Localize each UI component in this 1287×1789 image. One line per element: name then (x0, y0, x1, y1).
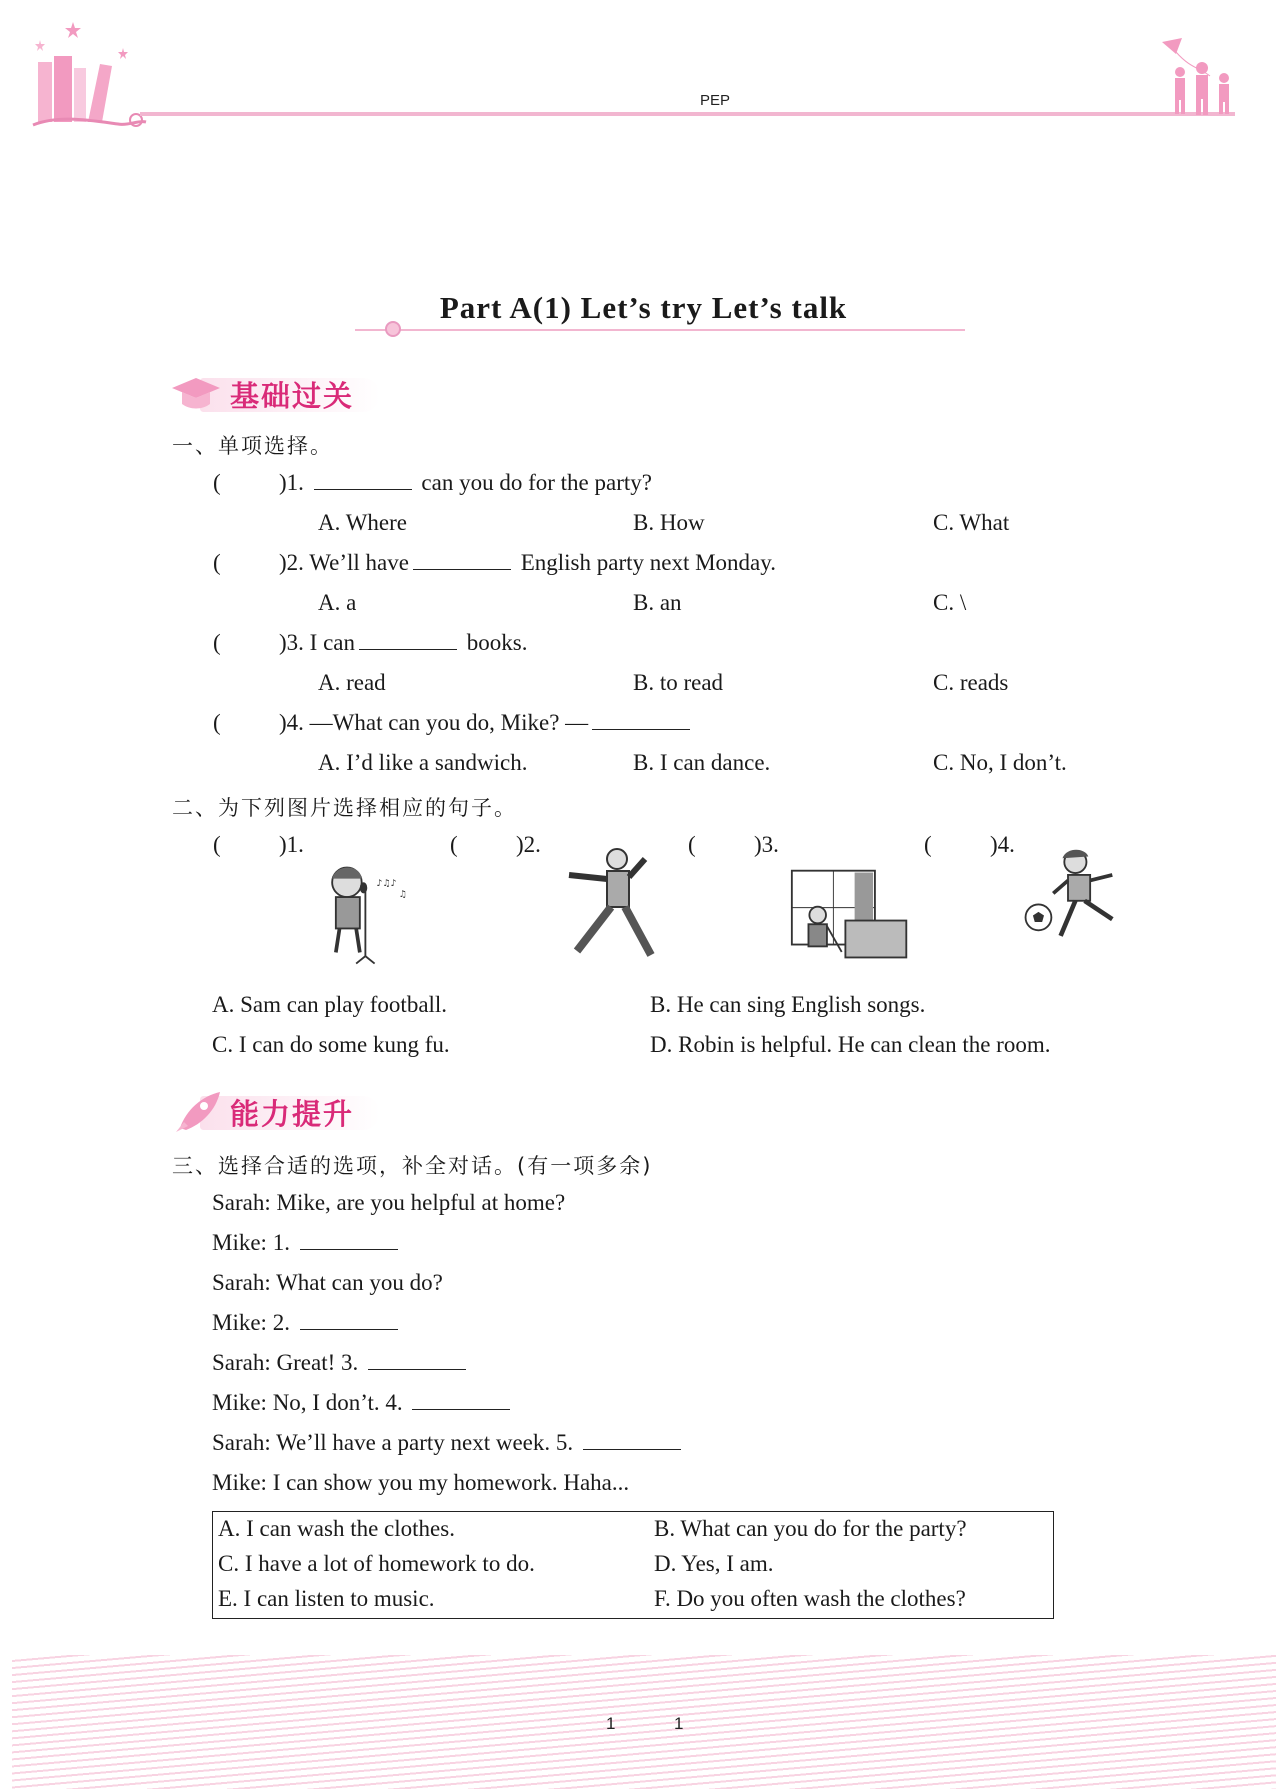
option: C. What (933, 510, 1010, 535)
option: A. a (318, 590, 357, 615)
kung-fu-boy-picture (555, 845, 675, 965)
option: C. \ (933, 590, 967, 615)
dialogue-line: Sarah: We’ll have a party next week. 5. (212, 1430, 685, 1456)
cleaning-room-picture (790, 855, 910, 975)
dialogue-line: Sarah: What can you do? (212, 1270, 443, 1295)
section-banner-label: 基础过关 (230, 379, 355, 413)
books-stars-decoration-icon (28, 20, 153, 130)
dialogue-line: Sarah: Mike, are you helpful at home? (212, 1190, 566, 1215)
picture-item-1: ( )1. (213, 832, 304, 857)
section-banner-basic (170, 372, 410, 416)
part3-heading: 三、选择合适的选项，补全对话。(有一项多余) (172, 1154, 653, 1178)
graduation-cap-icon (170, 374, 222, 414)
answer-blank[interactable] (368, 1351, 466, 1370)
dialogue-line: Sarah: Great! 3. (212, 1350, 470, 1376)
answer-blank[interactable] (412, 1391, 510, 1410)
choice-option: E. I can listen to music. (218, 1586, 435, 1611)
sentence-choice: C. I can do some kung fu. (212, 1032, 450, 1057)
question-1: ( )1. can you do for the party? (213, 470, 652, 495)
svg-text:♫: ♫ (398, 889, 407, 901)
choice-option: C. I have a lot of homework to do. (218, 1551, 535, 1576)
answer-blank[interactable] (314, 471, 412, 490)
dialogue-line: Mike: 2. (212, 1310, 402, 1336)
answer-blank[interactable] (359, 631, 457, 650)
picture-item-3: ( )3. (688, 832, 779, 857)
section-banner-advanced (170, 1090, 410, 1134)
children-kite-decoration-icon (1160, 38, 1240, 118)
title-underline (355, 329, 965, 331)
option: B. I can dance. (633, 750, 771, 775)
option: B. an (633, 590, 682, 615)
question-2: ( )2. We’ll have English party next Monday. (213, 550, 777, 575)
football-boy-picture (1020, 838, 1140, 958)
option: A. I’d like a sandwich. (318, 750, 528, 775)
option: B. to read (633, 670, 724, 695)
answer-blank[interactable] (592, 711, 690, 730)
answer-blank[interactable] (300, 1231, 398, 1250)
section-banner-label: 能力提升 (230, 1097, 355, 1131)
choice-option: B. What can you do for the party? (654, 1516, 967, 1541)
header-label: PEP (700, 92, 731, 109)
option: A. read (318, 670, 386, 695)
option: B. How (633, 510, 705, 535)
answer-blank[interactable] (583, 1431, 681, 1450)
title-dot-icon (385, 321, 401, 337)
header-rule (140, 112, 1235, 116)
boy-singing-picture (310, 850, 430, 970)
picture-item-4: ( )4. (924, 832, 1015, 857)
question-4: ( )4. —What can you do, Mike? — (213, 710, 694, 736)
sentence-choice: B. He can sing English songs. (650, 992, 926, 1017)
picture-item-2: ( )2. (450, 832, 541, 857)
rocket-icon (172, 1090, 224, 1134)
sentence-choice: D. Robin is helpful. He can clean the room. (650, 1032, 1051, 1057)
dialogue-line: Mike: 1. (212, 1230, 402, 1256)
choice-option: F. Do you often wash the clothes? (654, 1586, 966, 1611)
svg-text:♪♫♪: ♪♫♪ (376, 878, 397, 889)
answer-blank[interactable] (413, 551, 511, 570)
page-number-left: 1 (606, 1714, 616, 1733)
option: C. reads (933, 670, 1009, 695)
choice-option: A. I can wash the clothes. (218, 1516, 455, 1541)
part1-heading: 一、单项选择。 (172, 434, 333, 458)
dialogue-line: Mike: No, I don’t. 4. (212, 1390, 514, 1416)
sentence-choice: A. Sam can play football. (212, 992, 448, 1017)
option: A. Where (318, 510, 407, 535)
option: C. No, I don’t. (933, 750, 1067, 775)
dialogue-line: Mike: I can show you my homework. Haha... (212, 1470, 630, 1495)
page-title: Part A(1) Let’s try Let’s talk (439, 290, 848, 325)
footer-stripes (12, 1655, 1276, 1789)
page-number-right: 1 (674, 1714, 684, 1733)
answer-blank[interactable] (300, 1311, 398, 1330)
part2-heading: 二、为下列图片选择相应的句子。 (172, 796, 517, 820)
choice-option: D. Yes, I am. (654, 1551, 774, 1576)
question-3: ( )3. I can books. (213, 630, 528, 655)
